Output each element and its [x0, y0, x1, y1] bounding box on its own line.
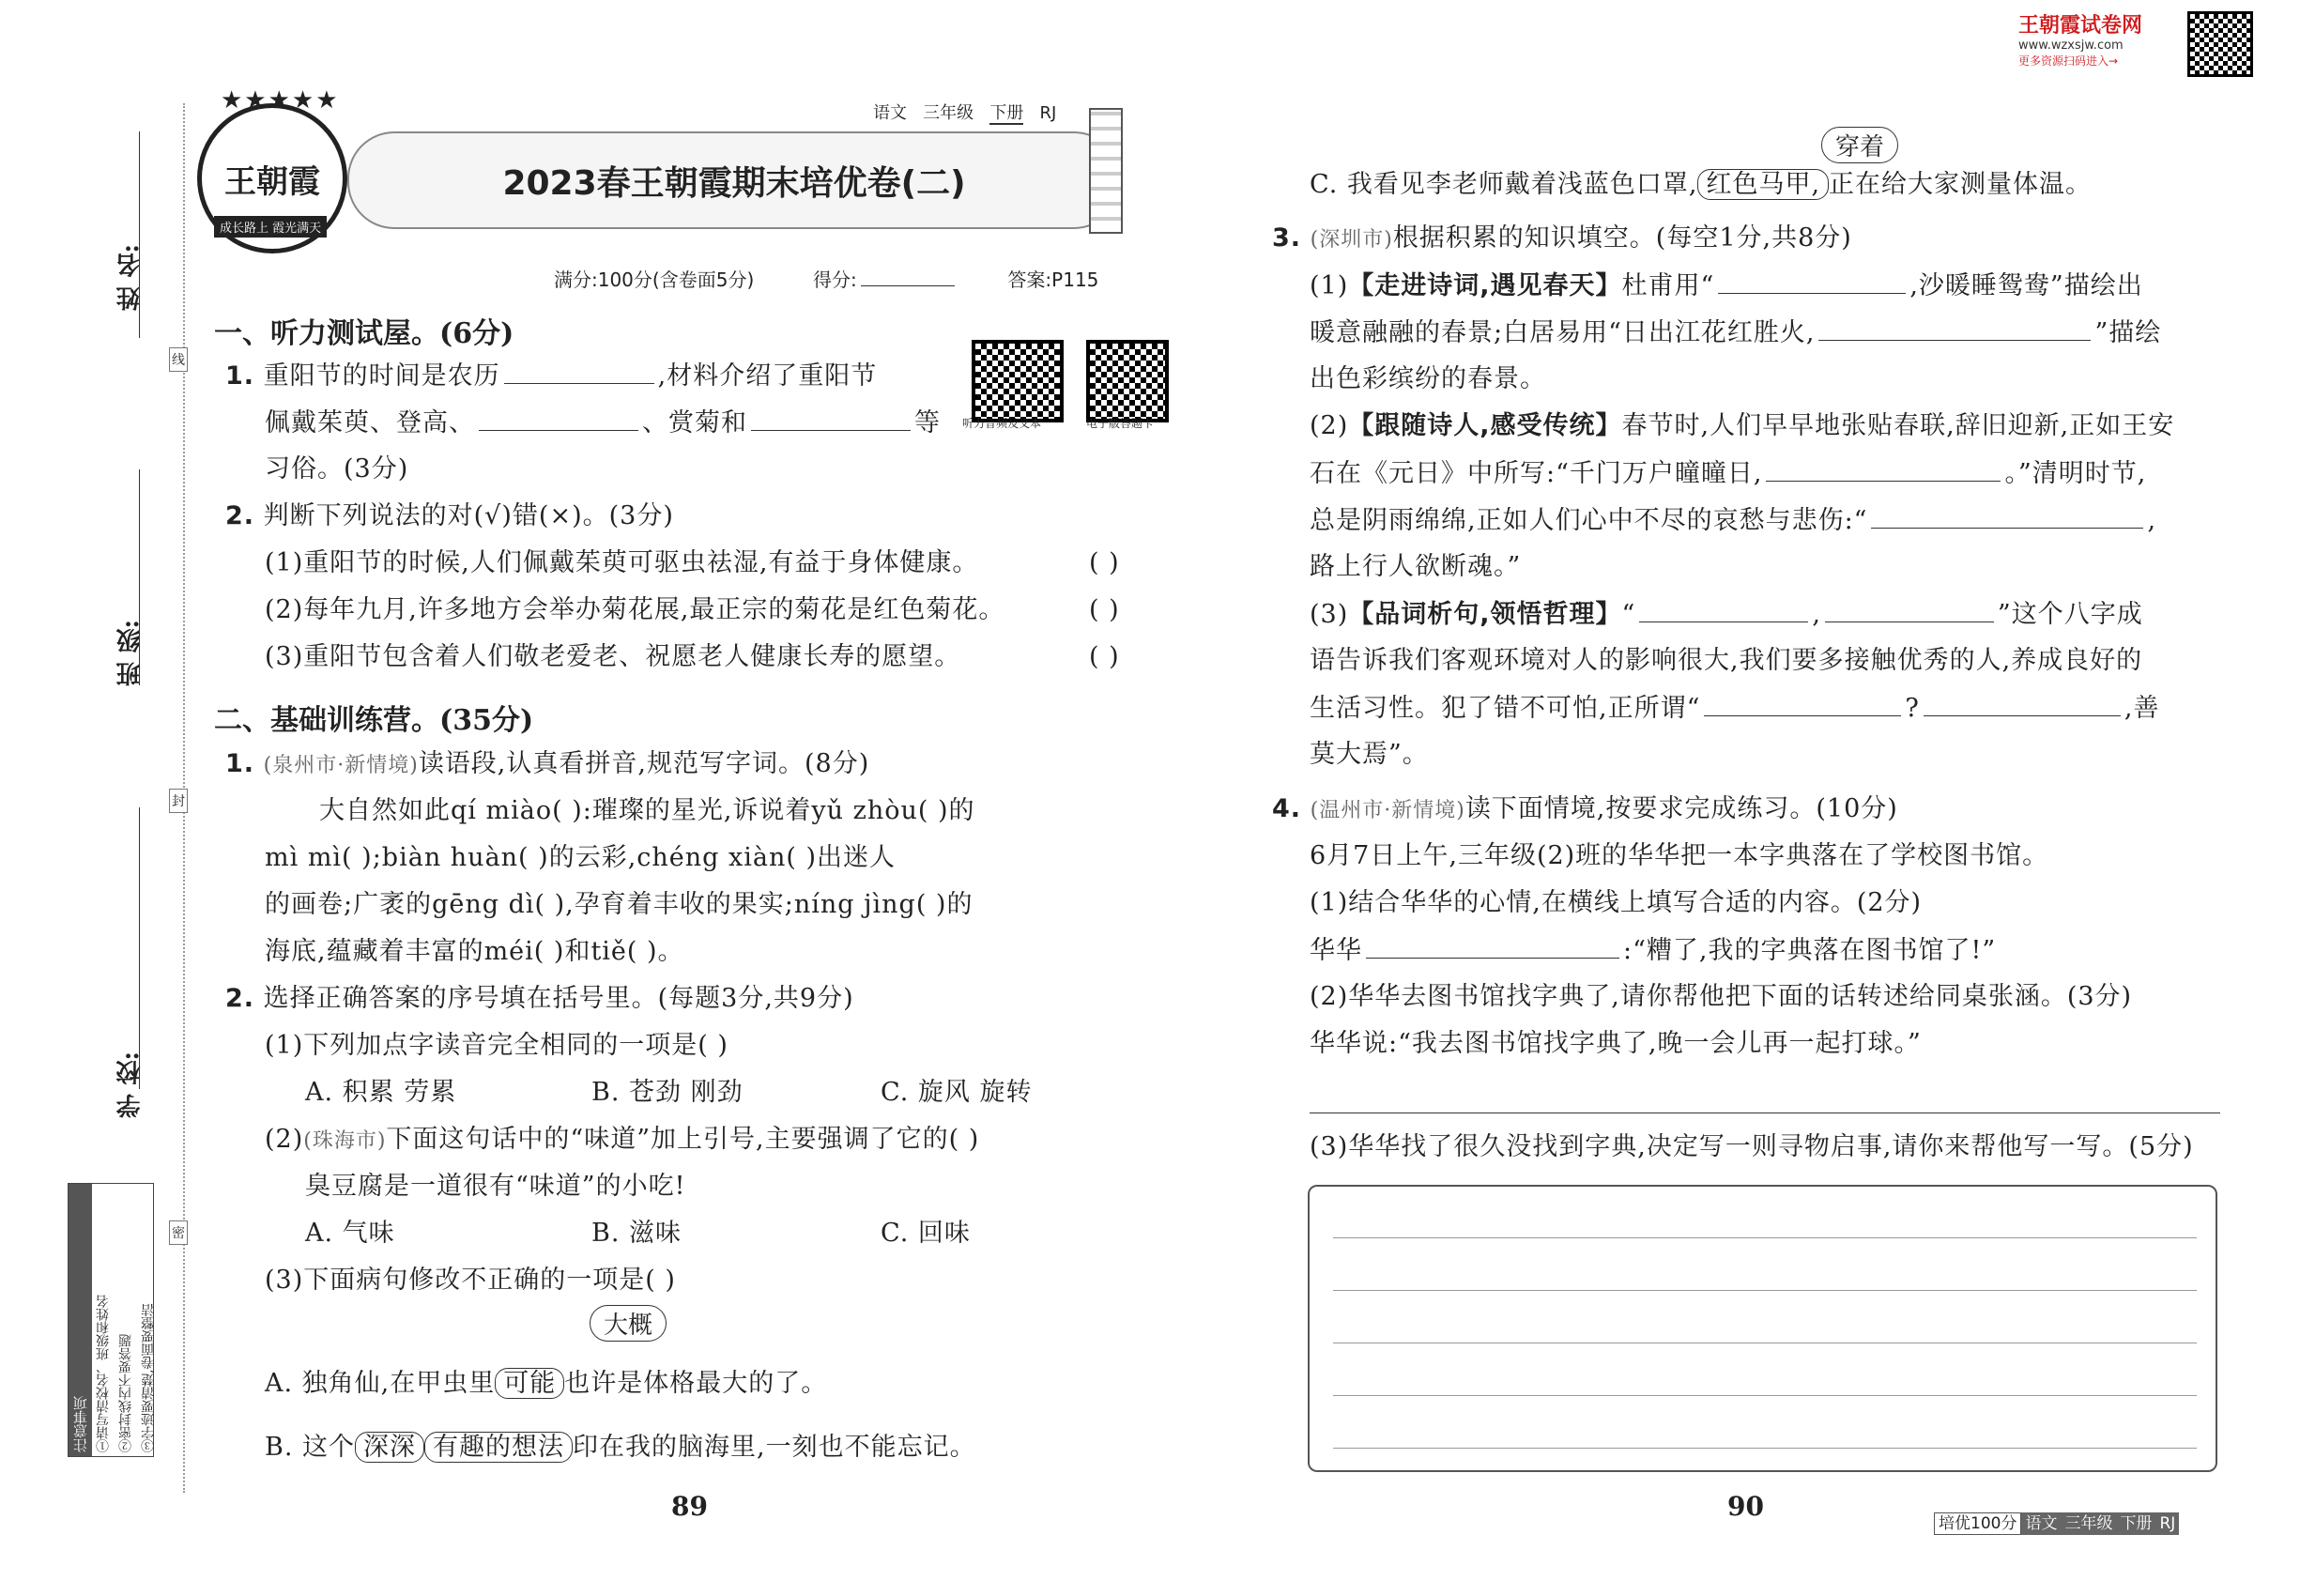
q3-blank[interactable]: [1718, 265, 1906, 294]
q3-blank[interactable]: [1871, 499, 2143, 529]
page-number-right: 90: [1727, 1491, 1764, 1522]
s2-q1-l3[interactable]: 的画卷;广袤的gēng dì( ),孕育着丰收的果实;níng jìng( )的: [265, 890, 974, 919]
seal-mark-feng: 封: [169, 789, 188, 813]
score-blank[interactable]: [861, 267, 955, 286]
subject-label: 语文: [873, 103, 907, 123]
qr-answer-caption: 电子版答题卡: [1086, 417, 1155, 430]
full-score: 满分:100分(含卷面5分): [554, 269, 755, 291]
logo-text: 王朝霞: [224, 162, 320, 201]
seal-mark-mi: 密: [169, 1220, 188, 1245]
q4-part1-answer: 华华 :“糟了,我的字典落在图书馆了!”: [1310, 929, 1996, 972]
lighthouse-icon: [1089, 108, 1123, 234]
s2-q2-p2[interactable]: (2)(珠海市)下面这句话中的“味道”加上引号,主要强调了它的( ): [265, 1125, 980, 1154]
score-line: [554, 265, 1098, 292]
s2-q1-l4[interactable]: 海底,蕴藏着丰富的méi( )和tiě( )。: [265, 937, 684, 966]
s1-q2-item: (3)重阳节包含着人们敬老爱老、祝愿老人健康长寿的愿望。: [265, 642, 961, 671]
s1-q2-item: (2)每年九月,许多地方会举办菊花展,最正宗的菊花是红色菊花。: [265, 595, 1005, 624]
student-class-label: 班 级:: [116, 620, 145, 686]
s2-q2-title: 2. 选择正确答案的序号填在括号里。(每题3分,共9分): [225, 984, 854, 1013]
s2-q1-l1[interactable]: 大自然如此qí miào( ):璀璨的星光,诉说着yǔ zhòu( )的: [319, 796, 975, 825]
bracketed-word: 深深: [355, 1432, 424, 1463]
s1-q1-line2: 佩戴茱萸、登高、 、赏菊和 等: [265, 402, 941, 444]
s2-q2-p1[interactable]: (1)下列加点字读音完全相同的一项是( ): [265, 1031, 728, 1060]
s2-q2-p2-option-c[interactable]: C. 回味: [881, 1219, 971, 1248]
q4-blank[interactable]: [1366, 929, 1619, 959]
footer-tag: 三年级: [2061, 1512, 2116, 1535]
s2-q2-p2-option-b[interactable]: B. 滋味: [591, 1219, 682, 1248]
site-badge[interactable]: [2018, 9, 2187, 69]
q3-c-line4: 莫大焉”。: [1310, 740, 1429, 769]
s1-q2-item: (1)重阳节的时候,人们佩戴茱萸可驱虫祛湿,有益于身体健康。: [265, 548, 979, 577]
student-school-label: 学 校:: [116, 1051, 145, 1118]
s2-q1-l2[interactable]: mì mì( );biàn huàn( )的云彩,chéng xiàn( )出迷人: [265, 843, 897, 872]
site-name: 王朝霞试卷网: [2018, 14, 2143, 38]
seal-mark-xian: 线: [169, 347, 188, 372]
s2-q2-p1-option-b[interactable]: B. 苍劲 刚劲: [591, 1078, 744, 1107]
section-2-title: 二、基础训练营。(35分): [214, 704, 534, 737]
writing-line[interactable]: [1333, 1448, 2197, 1449]
insertion-bubble: 穿着: [1821, 127, 1898, 163]
title-banner: [347, 131, 1121, 229]
s2-q2-p1-option-c[interactable]: C. 旋风 旋转: [881, 1078, 1033, 1107]
qr-audio-icon[interactable]: [972, 340, 1064, 422]
s2-q2-p3-option-c[interactable]: C. 我看见李老师戴着浅蓝色口罩, 红色马甲, 正在给大家测量体温。: [1310, 170, 2093, 199]
q3-title: 3. (深圳市)根据积累的知识填空。(每空1分,共8分): [1272, 223, 1852, 253]
site-qr-icon[interactable]: [2187, 11, 2253, 77]
q3-blank[interactable]: [1825, 593, 1994, 622]
circled-word: 可能: [495, 1368, 564, 1399]
header-meta: [873, 100, 1056, 124]
writing-box[interactable]: [1308, 1185, 2217, 1472]
q4-part1: (1)结合华华的心情,在横线上填写合适的内容。(2分): [1310, 888, 1923, 917]
q3-blank[interactable]: [1924, 687, 2121, 716]
notice-item: ①请写清校名、班级和姓名: [96, 1295, 111, 1452]
notice-box: [68, 1183, 154, 1457]
s2-q2-p2-sentence: 臭豆腐是一道很有“味道”的小吃!: [305, 1172, 686, 1201]
student-name-line[interactable]: [139, 131, 140, 338]
footer-tag: RJ: [2155, 1512, 2179, 1535]
notice-item: ②密封线内不要答题: [118, 1334, 133, 1452]
notice-item: ③字迹要清楚,卷面要整洁: [141, 1303, 156, 1452]
volume-label: 下册: [989, 103, 1024, 123]
page-number-left: 89: [671, 1491, 708, 1522]
page-title: 2023春王朝霞期末培优卷(二): [502, 163, 966, 203]
edition-label: RJ: [1039, 103, 1057, 123]
grade-label: 三年级: [923, 103, 974, 123]
s2-q2-p3-option-b[interactable]: B. 这个 深深 有趣的想法 印在我的脑海里,一刻也不能忘记。: [265, 1433, 976, 1462]
s1-q2-paren[interactable]: ( ): [1089, 642, 1120, 671]
logo-tagline: 成长路上 霞光满天: [214, 216, 327, 238]
q4-title: 4. (温州市·新情境)读下面情境,按要求完成练习。(10分): [1272, 794, 1898, 823]
score-label: 得分:: [812, 269, 857, 291]
footer-tag: 下册: [2116, 1512, 2155, 1535]
s2-q2-p1-option-a[interactable]: A. 积累 劳累: [305, 1078, 457, 1107]
s2-q1-title: 1. (泉州市·新情境)读语段,认真看拼音,规范写字词。(8分): [225, 749, 870, 778]
s2-q2-p2-option-a[interactable]: A. 气味: [305, 1219, 395, 1248]
writing-line[interactable]: [1333, 1395, 2197, 1396]
qr-audio-caption: 听力音频及文本: [962, 417, 1042, 430]
insertion-bubble: 大概: [590, 1305, 667, 1342]
s1-q1-blank1[interactable]: [504, 355, 654, 384]
bracketed-phrase: 有趣的想法: [424, 1432, 573, 1463]
q3-b-line1: (2)【跟随诗人,感受传统】春节时,人们早早地张贴春联,辞旧迎新,正如王安: [1310, 411, 2175, 440]
s1-q1-line1: 1. 重阳节的时间是农历 ,材料介绍了重阳节: [225, 355, 877, 397]
footer-tags: [1934, 1510, 2179, 1533]
student-school-line[interactable]: [139, 807, 140, 1089]
student-name-label: 姓 名:: [116, 244, 145, 311]
section-1-title: 一、听力测试屋。(6分): [214, 317, 514, 350]
site-promo: 更多资源扫码进入→: [2018, 54, 2119, 68]
q4-part3: (3)华华找了很久没找到字典,决定写一则寻物启事,请你来帮他写一写。(5分): [1310, 1132, 2194, 1161]
s1-q1-line3: 习俗。(3分): [265, 454, 409, 483]
q3-blank[interactable]: [1818, 312, 2091, 341]
answer-ref: 答案:P115: [1007, 269, 1099, 291]
writing-line[interactable]: [1333, 1237, 2197, 1238]
q3-blank[interactable]: [1704, 687, 1901, 716]
q3-c-line3: 生活习性。犯了错不可怕,正所谓“ ? ,善: [1310, 687, 2159, 729]
qr-answer-icon[interactable]: [1086, 340, 1169, 422]
q3-c-line2: 语告诉我们客观环境对人的影响很大,我们要多接触优秀的人,养成良好的: [1310, 646, 2143, 675]
q3-a-line3: 出色彩缤纷的春景。: [1310, 364, 1546, 393]
s1-q2-paren[interactable]: ( ): [1089, 595, 1120, 624]
bracketed-phrase: 红色马甲,: [1697, 169, 1829, 200]
q3-blank[interactable]: [1766, 453, 2001, 482]
s1-q2-title: 2. 判断下列说法的对(√)错(×)。(3分): [225, 501, 674, 530]
s2-q2-p3-option-a[interactable]: A. 独角仙,在甲虫里 可能 也许是体格最大的了。: [265, 1369, 828, 1398]
s1-q1-blank3[interactable]: [751, 402, 911, 431]
q3-b-line4: 路上行人欲断魂。”: [1310, 552, 1522, 581]
q4-part2-quote: 华华说:“我去图书馆找字典了,晚一会儿再一起打球。”: [1310, 1029, 1922, 1058]
q4-part2: (2)华华去图书馆找字典了,请你帮他把下面的话转述给同桌张涵。(3分): [1310, 982, 2133, 1011]
q3-b-line2: 石在《元日》中所写:“千门万户曈曈日, 。”清明时节,: [1310, 453, 2146, 495]
s1-q1-blank2[interactable]: [479, 402, 638, 431]
logo-stars: ★★★★★: [221, 86, 340, 115]
notice-title: 注意事项: [69, 1184, 92, 1456]
s2-q2-p3[interactable]: (3)下面病句修改不正确的一项是( ): [265, 1266, 676, 1295]
q3-b-line3: 总是阴雨绵绵,正如人们心中不尽的哀愁与悲伤:“ ,: [1310, 499, 2156, 542]
q3-blank[interactable]: [1639, 593, 1808, 622]
footer-tag: 培优100分: [1934, 1512, 2021, 1535]
q4-context: 6月7日上午,三年级(2)班的华华把一本字典落在了学校图书馆。: [1310, 841, 2049, 870]
student-class-line[interactable]: [139, 469, 140, 685]
writing-line[interactable]: [1333, 1290, 2197, 1291]
site-url: www.wzxsjw.com: [2018, 38, 2124, 53]
q3-c-line1: (3)【品词析句,领悟哲理】“ , ”这个八字成: [1310, 593, 2143, 636]
q3-a-line1: (1)【走进诗词,遇见春天】杜甫用“ ,沙暖睡鸳鸯”描绘出: [1310, 265, 2143, 307]
footer-tag: 语文: [2021, 1512, 2061, 1535]
s1-q2-paren[interactable]: ( ): [1089, 548, 1120, 577]
q3-a-line2: 暖意融融的春景;白居易用“日出江花红胜火, ”描绘: [1310, 312, 2161, 354]
